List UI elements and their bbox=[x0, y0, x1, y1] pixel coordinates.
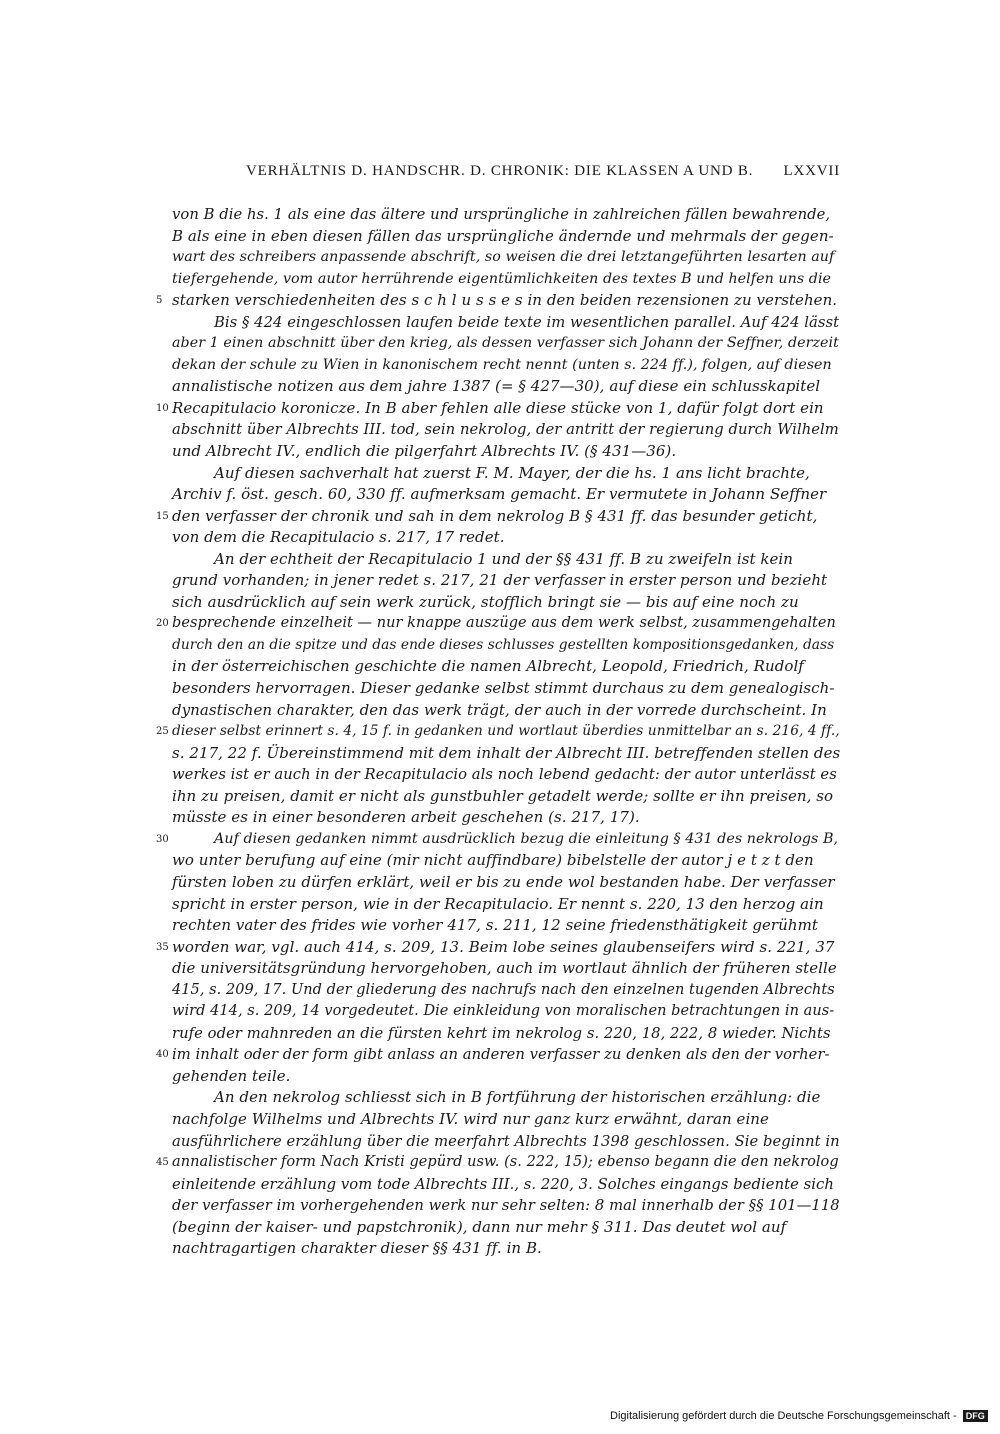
line-text: fürsten loben zu dürfen erklärt, weil er bis zu ende wol bestanden habe. Der verfasser bbox=[172, 872, 835, 891]
text-line bbox=[172, 226, 840, 248]
dfg-logo: DFG bbox=[963, 1410, 988, 1422]
line-number: 40 bbox=[156, 1049, 169, 1061]
line-text: wart des schreibers anpassende abschrift, so weisen die drei letztangeführten lesarten auf bbox=[172, 249, 835, 266]
line-text: An der echtheit der Recapitulacio 1 und der §§ 431 ff. B zu zweifeln ist kein bbox=[214, 549, 793, 568]
text-line bbox=[172, 312, 840, 334]
line-text: besprechende einzelheit — nur knappe auszüge aus dem werk selbst, zusammengehalten bbox=[172, 615, 836, 632]
line-text: müsste es in einer besonderen arbeit geschehen (s. 217, 17). bbox=[172, 808, 640, 827]
text-line bbox=[172, 1174, 840, 1196]
text-line bbox=[172, 355, 840, 377]
text-line bbox=[172, 463, 840, 485]
text-line bbox=[156, 721, 840, 743]
line-text: wird 414, s. 209, 14 vorgedeutet. Die einkleidung von moralischen betrachtungen in aus- bbox=[172, 1003, 835, 1020]
text-line bbox=[172, 635, 840, 657]
text-line bbox=[172, 656, 840, 678]
text-line bbox=[156, 1152, 840, 1174]
line-text: B als eine in eben diesen fällen das ursprüngliche ändernde und mehrmals der gegen- bbox=[172, 226, 834, 245]
line-text: von dem die Recapitulacio s. 217, 17 redet. bbox=[172, 528, 505, 547]
line-number: 30 bbox=[156, 833, 169, 845]
line-text: dekan der schule zu Wien in kanonischem recht nennt (unten s. 224 ff.), folgen, auf diesen bbox=[172, 356, 832, 373]
line-text: ausführlichere erzählung über die meerfahrt Albrechts 1398 geschlossen. Sie beginnt in bbox=[172, 1132, 840, 1150]
body-text bbox=[156, 204, 841, 1260]
line-text: in der österreichischen geschichte die namen Albrecht, Leopold, Friedrich, Rudolf bbox=[172, 657, 804, 676]
digitization-footer bbox=[610, 1410, 988, 1422]
text-line bbox=[172, 786, 840, 808]
line-text: der verfasser im vorhergehenden werk nur sehr selten: 8 mal innerhalb der §§ 101—118 bbox=[172, 1197, 840, 1215]
line-text: (beginn der kaiser- und papstchronik), dann nur mehr § 311. Das deutet wol auf bbox=[172, 1217, 787, 1236]
line-text: starken verschiedenheiten des s c h l u s s e s in den beiden rezensionen zu verstehen. bbox=[172, 291, 838, 310]
line-text: Archiv f. öst. gesch. 60, 330 ff. aufmerksam gemacht. Er vermutete in Johann Seffner bbox=[172, 485, 827, 504]
line-number: 15 bbox=[156, 510, 169, 522]
line-text: spricht in erster person, wie in der Recapitulacio. Er nennt s. 220, 13 den herzog ain bbox=[172, 894, 824, 913]
text-line bbox=[172, 850, 840, 872]
text-line bbox=[172, 915, 840, 937]
text-line bbox=[156, 1044, 840, 1066]
text-line bbox=[172, 1087, 840, 1109]
line-text: Auf diesen gedanken nimmt ausdrücklich bezug die einleitung § 431 des nekrologs B, bbox=[214, 830, 839, 847]
line-number: 10 bbox=[156, 402, 169, 414]
line-text: Auf diesen sachverhalt hat zuerst F. M. Mayer, der die hs. 1 ans licht brachte, bbox=[214, 463, 810, 482]
line-text: rufe oder mahnreden an die fürsten kehrt im nekrolog s. 220, 18, 222, 8 wieder. Nichts bbox=[172, 1024, 831, 1042]
text-line bbox=[172, 1109, 840, 1131]
text-line bbox=[172, 958, 840, 980]
text-line bbox=[172, 678, 840, 700]
text-line bbox=[172, 1131, 840, 1153]
line-text: ihn zu preisen, damit er nicht als gunstbuhler getadelt werde; sollte er ihn preisen, so bbox=[172, 786, 834, 805]
text-line bbox=[156, 506, 840, 528]
line-text: gehenden teile. bbox=[172, 1066, 291, 1085]
line-text: den verfasser der chronik und sah in dem nekrolog B § 431 ff. das besunder geticht, bbox=[172, 506, 818, 525]
text-line bbox=[172, 376, 840, 398]
text-line bbox=[156, 290, 840, 312]
text-line bbox=[172, 1001, 840, 1023]
line-text: 415, s. 209, 17. Und der gliederung des nachrufs nach den einzelnen tugenden Albrechts bbox=[172, 981, 835, 998]
line-text: durch den an die spitze und das ende dieses schlusses gestellten kompositionsgedanken, dass bbox=[172, 636, 835, 653]
text-line bbox=[172, 592, 840, 614]
text-line bbox=[172, 894, 840, 916]
text-line bbox=[156, 937, 840, 959]
line-number: 45 bbox=[156, 1157, 169, 1169]
text-line bbox=[172, 441, 840, 463]
line-text: abschnitt über Albrechts III. tod, sein nekrolog, der antritt der regierung durch Wilhelm bbox=[172, 421, 839, 439]
text-line bbox=[172, 743, 840, 765]
text-line bbox=[172, 484, 840, 506]
line-text: besonders hervorragen. Dieser gedanke selbst stimmt durchaus zu dem genealogisch- bbox=[172, 679, 835, 698]
text-line bbox=[172, 1217, 840, 1239]
text-line bbox=[172, 1023, 840, 1045]
line-text: Bis § 424 eingeschlossen laufen beide texte im wesentlichen parallel. Auf 424 lässt bbox=[214, 313, 840, 331]
text-line bbox=[172, 807, 840, 829]
line-text: aber 1 einen abschnitt über den krieg, als dessen verfasser sich Johann der Seffner, derzeit bbox=[172, 335, 839, 352]
line-text: sich ausdrücklich auf sein werk zurück, stofflich bringt sie — bis auf eine noch zu bbox=[172, 592, 799, 611]
line-number: 5 bbox=[156, 295, 163, 307]
line-text: und Albrecht IV., endlich die pilgerfahrt Albrechts IV. (§ 431—36). bbox=[172, 442, 677, 461]
line-text: annalistischer form Nach Kristi gepürd usw. (s. 222, 15); ebenso begann die den nekrolog bbox=[172, 1154, 839, 1171]
text-line bbox=[172, 204, 840, 226]
line-text: An den nekrolog schliesst sich in B fortführung der historischen erzählung: die bbox=[214, 1088, 821, 1107]
footer-credit: Digitalisierung gefördert durch die Deutsche Forschungsgemeinschaft - bbox=[610, 1410, 957, 1422]
page-number: LXXVII bbox=[783, 163, 840, 179]
line-number: 35 bbox=[156, 941, 169, 953]
line-text: werkes ist er auch in der Recapitulacio als noch lebend gedacht: der autor unterlässt es bbox=[172, 766, 837, 784]
line-text: im inhalt oder der form gibt anlass an anderen verfasser zu denken als den der vorher- bbox=[172, 1046, 830, 1064]
text-line bbox=[172, 872, 840, 894]
line-text: s. 217, 22 f. Übereinstimmend mit dem inhalt der Albrecht III. betreffenden stellen des bbox=[172, 743, 841, 762]
text-line bbox=[156, 398, 840, 420]
line-number: 20 bbox=[156, 618, 169, 630]
line-text: grund vorhanden; in jener redet s. 217, 21 der verfasser in erster person und bezieht bbox=[172, 571, 828, 590]
line-text: die universitätsgründung hervorgehoben, auch im wortlaut ähnlich der früheren stelle bbox=[172, 959, 837, 978]
text-line bbox=[172, 1238, 840, 1260]
text-line bbox=[172, 333, 840, 355]
line-text: dynastischen charakter, den das werk trägt, der auch in der vorrede durchscheint. In bbox=[172, 700, 827, 719]
text-line bbox=[172, 1066, 840, 1088]
line-number: 25 bbox=[156, 726, 169, 738]
line-text: Recapitulacio koronicze. In B aber fehlen alle diese stücke von 1, dafür folgt dort ein bbox=[172, 398, 824, 417]
text-line bbox=[172, 269, 840, 291]
line-text: nachtragartigen charakter dieser §§ 431 ff. in B. bbox=[172, 1239, 542, 1258]
text-line bbox=[172, 549, 840, 571]
line-text: dieser selbst erinnert s. 4, 15 f. in gedanken und wortlaut überdies unmittelbar an s. 216, 4 ff., bbox=[172, 723, 840, 740]
line-text: nachfolge Wilhelms und Albrechts IV. wird nur ganz kurz erwähnt, daran eine bbox=[172, 1109, 769, 1128]
line-text: einleitende erzählung vom tode Albrechts III., s. 220, 3. Solches eingangs bediente sich bbox=[172, 1175, 834, 1193]
text-line bbox=[172, 419, 840, 441]
text-line bbox=[156, 829, 840, 851]
text-line bbox=[172, 247, 840, 269]
text-line bbox=[172, 764, 840, 786]
line-text: tiefergehende, vom autor herrührende eigentümlichkeiten des textes B und helfen uns die bbox=[172, 270, 832, 287]
line-text: rechten vater des frides wie vorher 417, s. 211, 12 seine friedensthätigkeit gerühmt bbox=[172, 916, 818, 935]
running-title: VERHÄLTNIS D. HANDSCHR. D. CHRONIK: DIE KLASSEN A UND B. bbox=[246, 163, 754, 179]
text-line bbox=[172, 700, 840, 722]
text-line bbox=[172, 527, 840, 549]
text-line bbox=[172, 570, 840, 592]
text-line bbox=[172, 1195, 840, 1217]
line-text: wo unter berufung auf eine (mir nicht auffindbare) bibelstelle der autor j e t z t den bbox=[172, 851, 814, 870]
text-line bbox=[172, 980, 840, 1002]
line-text: von B die hs. 1 als eine das ältere und ursprüngliche in zahlreichen fällen bewahrende, bbox=[172, 206, 831, 223]
line-text: worden war, vgl. auch 414, s. 209, 13. Beim lobe seines glaubenseifers wird s. 221, 37 bbox=[172, 937, 835, 956]
line-text: annalistische notizen aus dem jahre 1387 (= § 427—30), auf diese ein schlusskapitel bbox=[172, 377, 821, 396]
text-line bbox=[156, 613, 840, 635]
running-header bbox=[246, 163, 840, 180]
